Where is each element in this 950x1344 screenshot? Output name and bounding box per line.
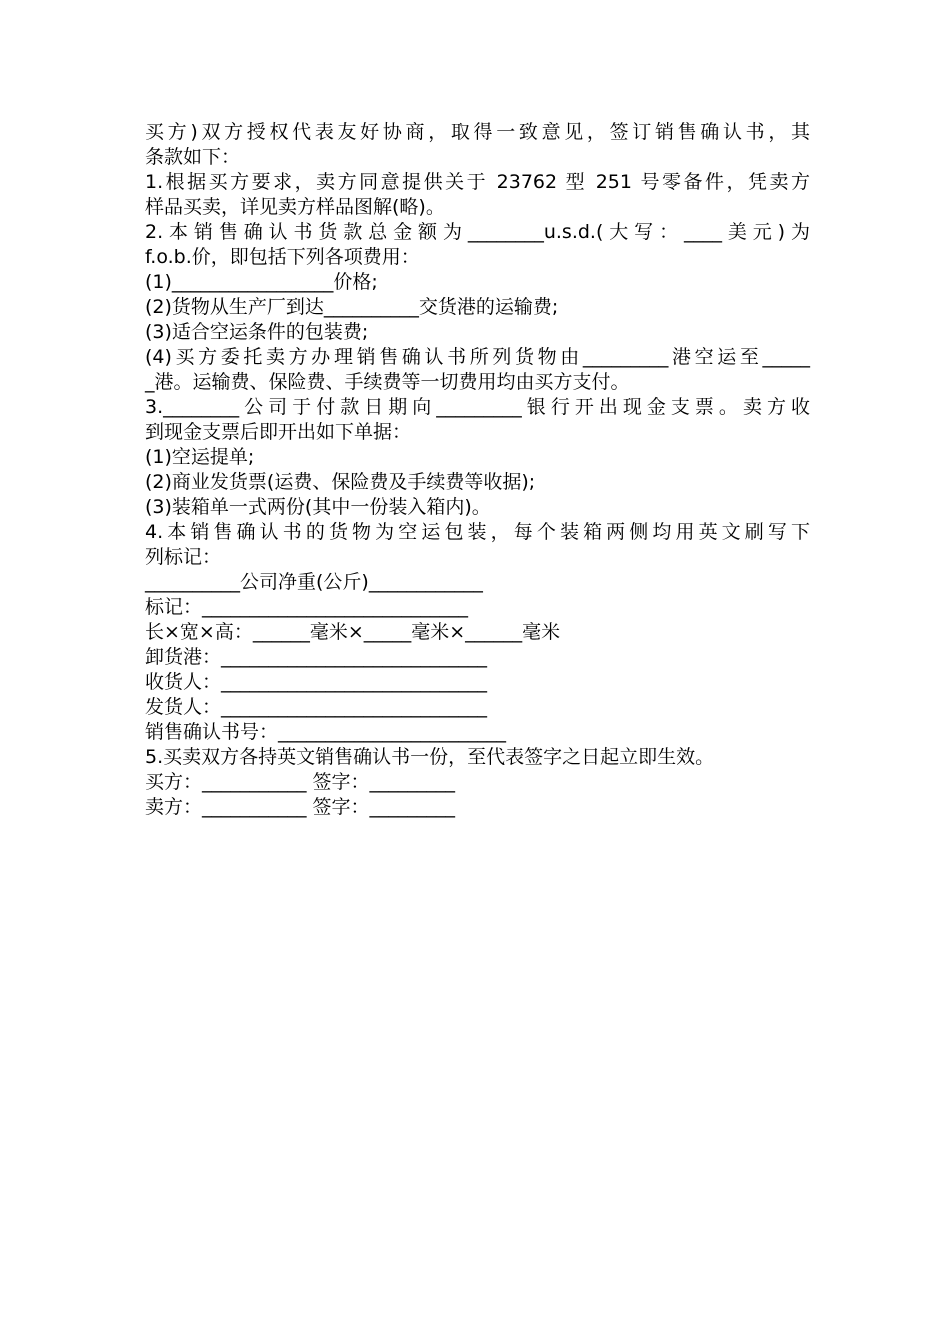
clause-1-line-1: 1.根据买方要求，卖方同意提供关于 23762 型 251 号零备件，凭卖方 bbox=[145, 171, 810, 193]
port-of-discharge-field: 卸货港：____________________________ bbox=[145, 646, 488, 668]
shipper-field: 发货人：____________________________ bbox=[145, 696, 488, 718]
seller-signature-line: 卖方：___________ 签字：_________ bbox=[145, 796, 456, 818]
clause-4-line-1: 4.本销售确认书的货物为空运包装，每个装箱两侧均用英文刷写下 bbox=[145, 521, 810, 543]
clause-2-line-2: f.o.b.价，即包括下列各项费用： bbox=[145, 246, 420, 268]
clause-2-item-3: (3)适合空运条件的包装费; bbox=[145, 321, 369, 343]
clause-5: 5.买卖双方各持英文销售确认书一份，至代表签字之日起立即生效。 bbox=[145, 746, 715, 768]
clause-3-line-1: 3.________公司于付款日期向_________银行开出现金支票。卖方收 bbox=[145, 396, 810, 418]
consignee-field: 收货人：____________________________ bbox=[145, 671, 488, 693]
clause-4-line-2: 列标记： bbox=[145, 546, 222, 568]
clause-3-item-2: (2)商业发货票(运费、保险费及手续费等收据); bbox=[145, 471, 536, 493]
mark-field: 标记：____________________________ bbox=[145, 596, 469, 618]
clause-2-item-1: (1)_________________价格; bbox=[145, 271, 378, 293]
mark-company-weight: __________公司净重(公斤)____________ bbox=[145, 571, 483, 593]
confirmation-number-field: 销售确认书号：________________________ bbox=[145, 721, 507, 743]
clause-2-item-4-line-2: _港。运输费、保险费、手续费等一切费用均由买方支付。 bbox=[145, 371, 630, 393]
document-body bbox=[145, 120, 810, 820]
preamble-line-2: 条款如下： bbox=[145, 146, 241, 168]
clause-1-line-2: 样品买卖，详见卖方样品图解(略)。 bbox=[145, 196, 445, 218]
clause-2-line-1: 2.本销售确认书货款总金额为________u.s.d.(大写：____美元)为 bbox=[145, 221, 810, 243]
clause-2-item-4-line-1: (4)买方委托卖方办理销售确认书所列货物由_________港空运至_____ bbox=[145, 346, 810, 368]
clause-3-item-1: (1)空运提单; bbox=[145, 446, 255, 468]
dimensions-field: 长×宽×高：______毫米×_____毫米×______毫米 bbox=[145, 621, 561, 643]
buyer-signature-line: 买方：___________ 签字：_________ bbox=[145, 771, 456, 793]
preamble-line-1: 买方)双方授权代表友好协商，取得一致意见，签订销售确认书，其 bbox=[145, 121, 810, 143]
clause-3-line-2: 到现金支票后即开出如下单据： bbox=[145, 421, 412, 443]
clause-3-item-3: (3)装箱单一式两份(其中一份装入箱内)。 bbox=[145, 496, 491, 518]
clause-2-item-2: (2)货物从生产厂到达__________交货港的运输费; bbox=[145, 296, 559, 318]
